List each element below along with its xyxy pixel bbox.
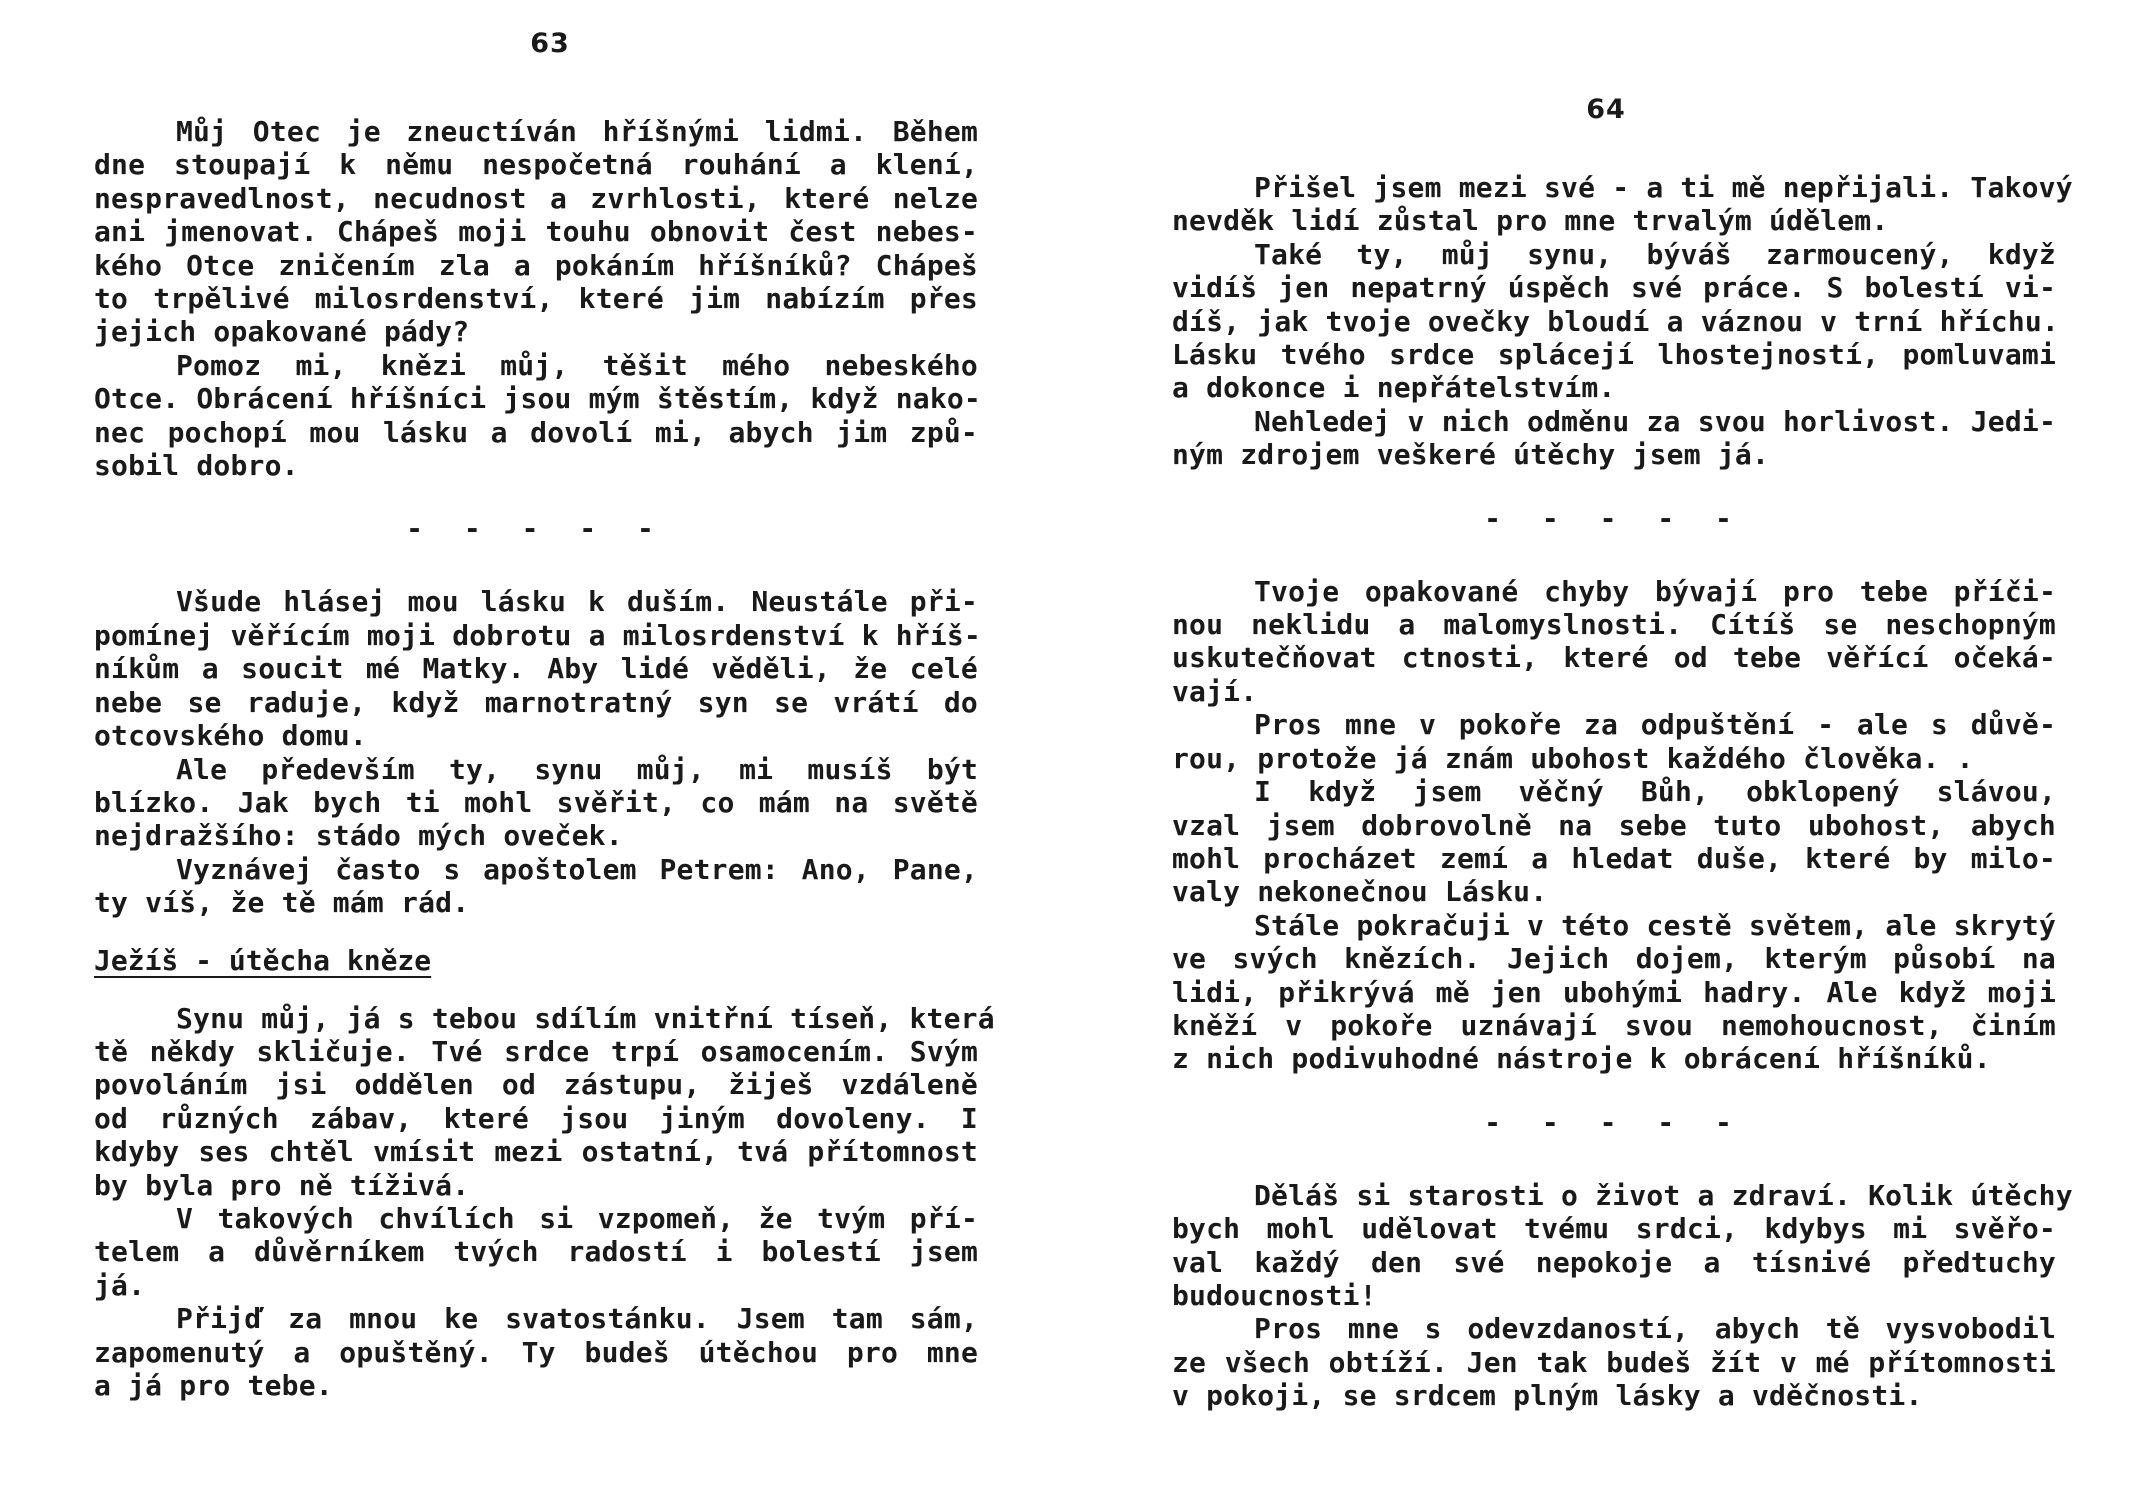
section-heading: Ježíš - útěcha kněze	[94, 943, 432, 977]
paragraph	[1172, 1178, 2073, 1313]
text-line: telem a důvěrníkem tvých radostí i bolestí jsem	[94, 1235, 978, 1269]
text-line: pomínej věřícím moji dobrotu a milosrdenství k hříš-	[94, 618, 981, 652]
section-divider: - - - - -	[406, 512, 666, 546]
paragraph	[94, 115, 978, 349]
paragraph	[1172, 1312, 2056, 1412]
text-line: nespravedlnost, necudnost a zvrhlosti, které nelze	[94, 181, 978, 215]
paragraph	[94, 853, 978, 920]
text-line: nevděk lidí zůstal pro mne trvalým údělem.	[1172, 204, 1889, 238]
text-line: a dokonce i nepřátelstvím.	[1172, 371, 1616, 405]
paragraph	[94, 348, 981, 483]
paragraph	[94, 1001, 995, 1202]
text-line: dne stoupají k němu nespočetná rouhání a klení,	[94, 148, 978, 182]
right-page	[1172, 0, 2073, 1413]
text-line: I když jsem věčný Bůh, obklopený slávou,	[1254, 775, 2056, 809]
text-line: Lásku tvého srdce splácejí lhostejností, pomluvami	[1172, 338, 2056, 372]
text-line: Pomoz mi, knězi můj, těšit mého nebeského	[176, 348, 978, 382]
paragraph	[1172, 171, 2073, 238]
text-line: Můj Otec je zneuctíván hříšnými lidmi. Během	[176, 115, 978, 148]
text-line: Nehledej v nich odměnu za svou horlivost. Jedi-	[1254, 404, 2056, 438]
paragraph	[94, 753, 978, 853]
text-line: níkům a soucit mé Matky. Aby lidé věděli, že celé	[94, 652, 978, 686]
section-divider: - - - - -	[1484, 1105, 1744, 1139]
text-line: ze všech obtíží. Jen tak budeš žít v mé přítomnosti	[1172, 1345, 2056, 1379]
text-section	[94, 1001, 995, 1403]
text-line: Přijď za mnou ke svatostánku. Jsem tam sám,	[176, 1302, 978, 1336]
text-line: tě někdy skličuje. Tvé srdce trpí osamocením. Svým	[94, 1034, 978, 1068]
text-line: ným zdrojem veškeré útěchy jsem já.	[1172, 438, 1770, 472]
text-line: povoláním jsi oddělen od zástupu, žiješ vzdáleně	[94, 1068, 978, 1102]
text-line: kdyby ses chtěl vmísit mezi ostatní, tvá přítomnost	[94, 1135, 978, 1169]
text-line: blízko. Jak bych ti mohl svěřit, co mám na světě	[94, 785, 978, 819]
paragraph	[1172, 405, 2056, 472]
page-number: 63	[530, 28, 570, 59]
paragraph	[1172, 575, 2056, 709]
text-line: z nich podivuhodné nástroje k obrácení hříšníků.	[1172, 1042, 1991, 1076]
text-line: Děláš si starosti o život a zdraví. Kolik útěchy	[1254, 1178, 2073, 1212]
text-line: díš, jak tvoje ovečky bloudí a váznou v trní hříchu.	[1172, 304, 2059, 338]
text-line: vají.	[1172, 674, 1258, 708]
paragraph	[1172, 775, 2056, 909]
text-line: lidi, přikrývá mě jen ubohými hadry. Ale když moji	[1172, 975, 2056, 1009]
text-line: Také ty, můj synu, býváš zarmoucený, když	[1254, 237, 2056, 271]
text-section	[94, 585, 981, 920]
text-line: a já pro tebe.	[94, 1369, 333, 1402]
text-line: val každý den své nepokoje a tísnivé předtuchy	[1172, 1245, 2056, 1279]
text-line: vidíš jen nepatrný úspěch své práce. S bolestí vi-	[1172, 271, 2056, 305]
text-line: zapomenutý a opuštěný. Ty budeš útěchou pro mne	[94, 1335, 978, 1369]
text-line: V takových chvílích si vzpomeň, že tvým pří-	[176, 1201, 978, 1235]
text-line: vzal jsem dobrovolně na sebe tuto ubohost, abych	[1172, 808, 2056, 842]
text-line: Přišel jsem mezi své - a ti mě nepřijali. Takový	[1254, 171, 2073, 204]
text-line: Vyznávej často s apoštolem Petrem: Ano, Pane,	[176, 852, 978, 886]
page-body	[94, 115, 995, 1402]
paragraph	[94, 1202, 978, 1302]
text-line: kněží v pokoře uznávají svou nemohoucnost, činím	[1172, 1008, 2056, 1042]
text-line: já.	[94, 1268, 146, 1302]
text-line: Tvoje opakované chyby bývají pro tebe příči-	[1254, 574, 2056, 608]
page-body	[1172, 171, 2073, 1413]
text-line: budoucnosti!	[1172, 1278, 1377, 1312]
text-line: by byla pro ně tíživá.	[94, 1168, 470, 1202]
text-line: Ale především ty, synu můj, mi musíš být	[176, 752, 978, 786]
text-line: sobil dobro.	[94, 449, 299, 483]
text-line: Stále pokračuji v této cestě světem, ale skrytý	[1254, 908, 2056, 942]
text-line: od různých zábav, které jsou jiným dovoleny. I	[94, 1101, 978, 1135]
text-line: uskutečňovat ctnosti, které od tebe věřící očeká-	[1172, 641, 2056, 675]
text-line: nejdražšího: stádo mých oveček.	[94, 819, 623, 853]
section-divider: - - - - -	[1484, 501, 1744, 535]
text-line: otcovského domu.	[94, 719, 367, 753]
text-line: nec pochopí mou lásku a dovolí mi, abych jim způ-	[94, 415, 978, 449]
text-line: v pokoji, se srdcem plným lásky a vděčnosti.	[1172, 1379, 1923, 1413]
paragraph	[1172, 909, 2056, 1076]
text-line: ani jmenovat. Chápeš moji touhu obnovit čest nebes-	[94, 215, 978, 249]
text-line: jejich opakované pády?	[94, 315, 470, 349]
text-line: ve svých knězích. Jejich dojem, kterým působí na	[1172, 942, 2056, 976]
paragraph	[1172, 708, 2056, 775]
text-section	[1172, 575, 2056, 1076]
text-line: Pros mne s odevzdaností, abych tě vysvobodil	[1254, 1312, 2056, 1346]
text-line: ty víš, že tě mám rád.	[94, 886, 470, 920]
text-line: Synu můj, já s tebou sdílím vnitřní tíseň, která	[176, 1001, 995, 1035]
text-line: Otce. Obrácení hříšníci jsou mým štěstím, když nako-	[94, 382, 981, 416]
paragraph	[94, 1302, 978, 1402]
text-section	[1172, 1178, 2073, 1413]
text-line: nebe se raduje, když marnotratný syn se vrátí do	[94, 685, 978, 719]
text-line: Pros mne v pokoře za odpuštění - ale s důvě-	[1254, 708, 2056, 742]
text-line: kého Otce zničením zla a pokáním hříšníků? Chápeš	[94, 248, 978, 282]
paragraph	[94, 585, 981, 753]
paragraph	[1172, 237, 2059, 405]
text-section	[94, 115, 981, 483]
text-section	[1172, 171, 2073, 472]
text-line: Všude hlásej mou lásku k duším. Neustále při-	[176, 585, 978, 619]
text-line: bych mohl udělovat tvému srdci, kdybys mi svěřo-	[1172, 1212, 2056, 1246]
text-line: valy nekonečnou Lásku.	[1172, 875, 1548, 909]
text-line: nou neklidu a malomyslnosti. Cítíš se neschopným	[1172, 608, 2056, 642]
left-page	[94, 0, 995, 1402]
text-line: rou, protože já znám ubohost každého člověka. .	[1172, 741, 1974, 775]
page-number: 64	[1586, 94, 1626, 125]
text-line: to trpělivé milosrdenství, které jim nabízím přes	[94, 282, 978, 316]
heading-wrapper	[94, 944, 978, 978]
text-line: mohl procházet zemí a hledat duše, které by milo-	[1172, 841, 2056, 875]
